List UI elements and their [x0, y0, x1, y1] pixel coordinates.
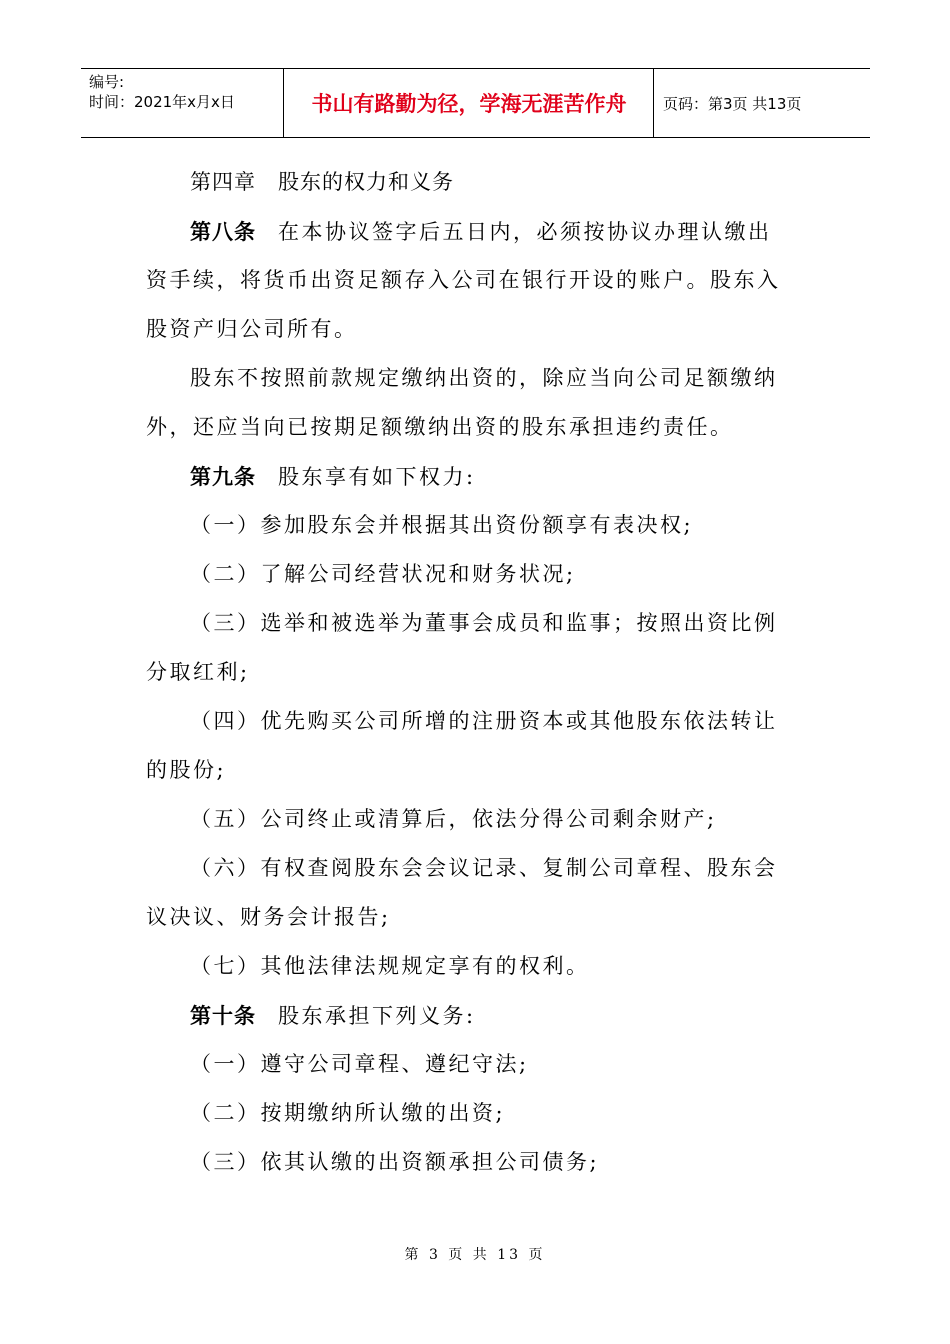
article-8-text: 股东不按照前款规定缴纳出资的，除应当向公司足额缴纳: [190, 366, 778, 390]
list-item-continuation: 的股份;: [146, 758, 227, 782]
list-item: （五）公司终止或清算后，依法分得公司剩余财产;: [190, 807, 717, 831]
list-item: （二）按期缴纳所认缴的出资;: [190, 1101, 506, 1125]
article-8-text: 外，还应当向已按期足额缴纳出资的股东承担违约责任。: [146, 415, 734, 439]
list-item-continuation: 分取红利;: [146, 660, 250, 684]
article-10-label: 第十条: [190, 1003, 256, 1028]
list-item: （三）依其认缴的出资额承担公司债务;: [190, 1150, 600, 1174]
document-date: 时间：2021年x月x日: [89, 93, 235, 111]
header-divider: [653, 69, 654, 137]
header-motto: 书山有路勤为径，学海无涯苦作舟: [311, 92, 627, 116]
header-meta: [89, 72, 279, 112]
article-9-line: [146, 452, 806, 501]
article-10-intro: 股东承担下列义务:: [278, 1004, 476, 1028]
article-8-line: [146, 207, 806, 256]
list-item: （三）选举和被选举为董事会成员和监事；按照出资比例: [190, 611, 778, 635]
list-item-continuation: 议决议、财务会计报告;: [146, 905, 391, 929]
list-item: （四）优先购买公司所增的注册资本或其他股东依法转让: [190, 709, 778, 733]
document-number-label: 编号:: [89, 73, 125, 91]
article-8-label: 第八条: [190, 219, 256, 244]
list-item: （六）有权查阅股东会会议记录、复制公司章程、股东会: [190, 856, 778, 880]
document-body: [146, 158, 806, 1187]
header-page-number: 页码：第3页 共13页: [663, 94, 802, 113]
article-8-text: 股资产归公司所有。: [146, 317, 358, 341]
page-footer: 第 3 页 共 13 页: [404, 1247, 546, 1263]
header-divider: [283, 69, 284, 137]
article-8-text: 在本协议签字后五日内，必须按协议办理认缴出: [278, 220, 772, 244]
list-item: （一）遵守公司章程、遵纪守法;: [190, 1052, 529, 1076]
article-9-label: 第九条: [190, 464, 256, 489]
chapter-title: 第四章 股东的权力和义务: [190, 170, 454, 194]
list-item: （二）了解公司经营状况和财务状况;: [190, 562, 576, 586]
article-8-text: 资手续，将货币出资足额存入公司在银行开设的账户。股东入: [146, 268, 781, 292]
list-item: （一）参加股东会并根据其出资份额享有表决权;: [190, 513, 694, 537]
article-10-line: [146, 991, 806, 1040]
list-item: （七）其他法律法规规定享有的权利。: [190, 954, 590, 978]
article-9-intro: 股东享有如下权力:: [278, 465, 476, 489]
page-header: [81, 68, 870, 138]
